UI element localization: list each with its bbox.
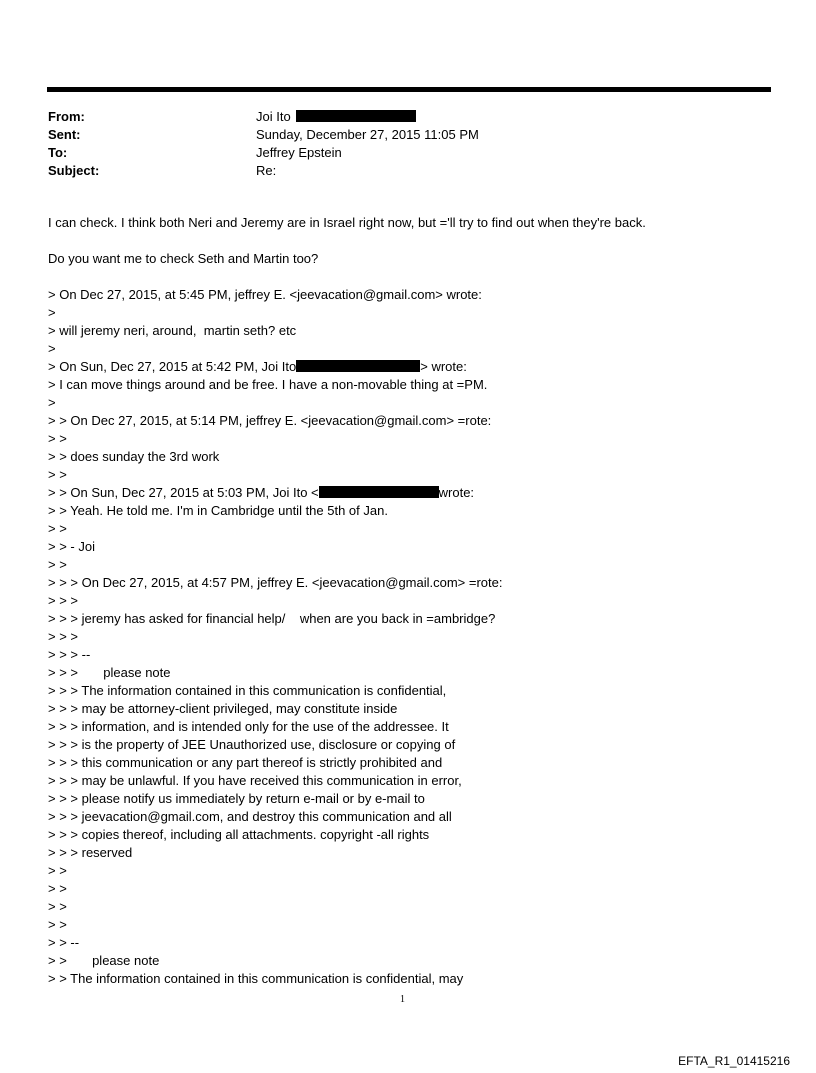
quoted-line: > > On Dec 27, 2015, at 5:14 PM, jeffrey E. <jeevacation@gmail.com> =rote: <box>48 413 492 428</box>
subject-value: Re: <box>256 163 277 178</box>
quoted-line: > > > reserved <box>48 845 133 860</box>
to-label: To: <box>48 145 68 160</box>
quoted-line: > > > jeremy has asked for financial help/ when are you back in =ambridge? <box>48 611 496 626</box>
quoted-line: > <box>48 341 56 356</box>
quoted-line: > > -- <box>48 935 80 950</box>
email-body <box>48 214 778 988</box>
from-name: Joi Ito <box>256 109 291 124</box>
subject-label: Subject: <box>48 163 100 178</box>
redaction-bar <box>319 486 439 498</box>
quoted-line: > > > <box>48 593 78 608</box>
quoted-line: > > > please note <box>48 665 171 680</box>
quoted-line: > > <box>48 521 67 536</box>
quoted-line: > > Yeah. He told me. I'm in Cambridge until the 5th of Jan. <box>48 503 388 518</box>
redaction-bar <box>296 110 416 122</box>
redaction-bar <box>296 360 420 372</box>
quoted-line <box>48 358 778 376</box>
from-value <box>256 108 416 126</box>
header-rule <box>47 87 771 92</box>
sent-value: Sunday, December 27, 2015 11:05 PM <box>256 127 479 142</box>
quoted-text: > wrote: <box>420 359 467 374</box>
quoted-line: > > <box>48 467 67 482</box>
quoted-line: > > <box>48 881 67 896</box>
bates-stamp: EFTA_R1_01415216 <box>678 1054 790 1068</box>
quoted-line: > > please note <box>48 953 160 968</box>
quoted-line: > > > may be unlawful. If you have received this communication in error, <box>48 773 462 788</box>
quoted-line: > > > copies thereof, including all attachments. copyright -all rights <box>48 827 430 842</box>
quoted-line: > > <box>48 431 67 446</box>
quoted-line: > > > please notify us immediately by return e-mail or by e-mail to <box>48 791 425 806</box>
quoted-line: > > <box>48 557 67 572</box>
quoted-line: > > > information, and is intended only for the use of the addressee. It <box>48 719 449 734</box>
quoted-line: > > <box>48 863 67 878</box>
quoted-line: > On Dec 27, 2015, at 5:45 PM, jeffrey E. <jeevacation@gmail.com> wrote: <box>48 287 482 302</box>
quoted-line: > > > jeevacation@gmail.com, and destroy this communication and all <box>48 809 452 824</box>
quoted-line: > > > On Dec 27, 2015, at 4:57 PM, jeffrey E. <jeevacation@gmail.com> =rote: <box>48 575 503 590</box>
body-paragraph: Do you want me to check Seth and Martin too? <box>48 251 319 266</box>
quoted-line: > <box>48 395 56 410</box>
quoted-line: > > - Joi <box>48 539 95 554</box>
quoted-text: > On Sun, Dec 27, 2015 at 5:42 PM, Joi Ito <box>48 359 297 374</box>
quoted-line: > <box>48 305 56 320</box>
quoted-line: > > > may be attorney-client privileged, may constitute inside <box>48 701 398 716</box>
quoted-line: > > does sunday the 3rd work <box>48 449 220 464</box>
quoted-line: > will jeremy neri, around, martin seth? etc <box>48 323 297 338</box>
page-number: 1 <box>400 994 405 1005</box>
quoted-text: > > On Sun, Dec 27, 2015 at 5:03 PM, Joi Ito < <box>48 485 319 500</box>
from-label: From: <box>48 109 85 124</box>
sent-label: Sent: <box>48 127 81 142</box>
quoted-line: > > > this communication or any part thereof is strictly prohibited and <box>48 755 443 770</box>
quoted-line: > > > is the property of JEE Unauthorized use, disclosure or copying of <box>48 737 456 752</box>
quoted-line: > > > The information contained in this communication is confidential, <box>48 683 447 698</box>
quoted-line: > I can move things around and be free. I have a non-movable thing at =PM. <box>48 377 488 392</box>
quoted-line: > > <box>48 917 67 932</box>
quoted-line: > > > -- <box>48 647 91 662</box>
quoted-line <box>48 484 778 502</box>
body-paragraph: I can check. I think both Neri and Jeremy are in Israel right now, but ='ll try to find out when they're back. <box>48 215 646 230</box>
quoted-line: > > > <box>48 629 78 644</box>
quoted-line: > > The information contained in this communication is confidential, may <box>48 971 464 986</box>
quoted-line: > > <box>48 899 67 914</box>
quoted-text: wrote: <box>438 485 475 500</box>
to-value: Jeffrey Epstein <box>256 145 342 160</box>
